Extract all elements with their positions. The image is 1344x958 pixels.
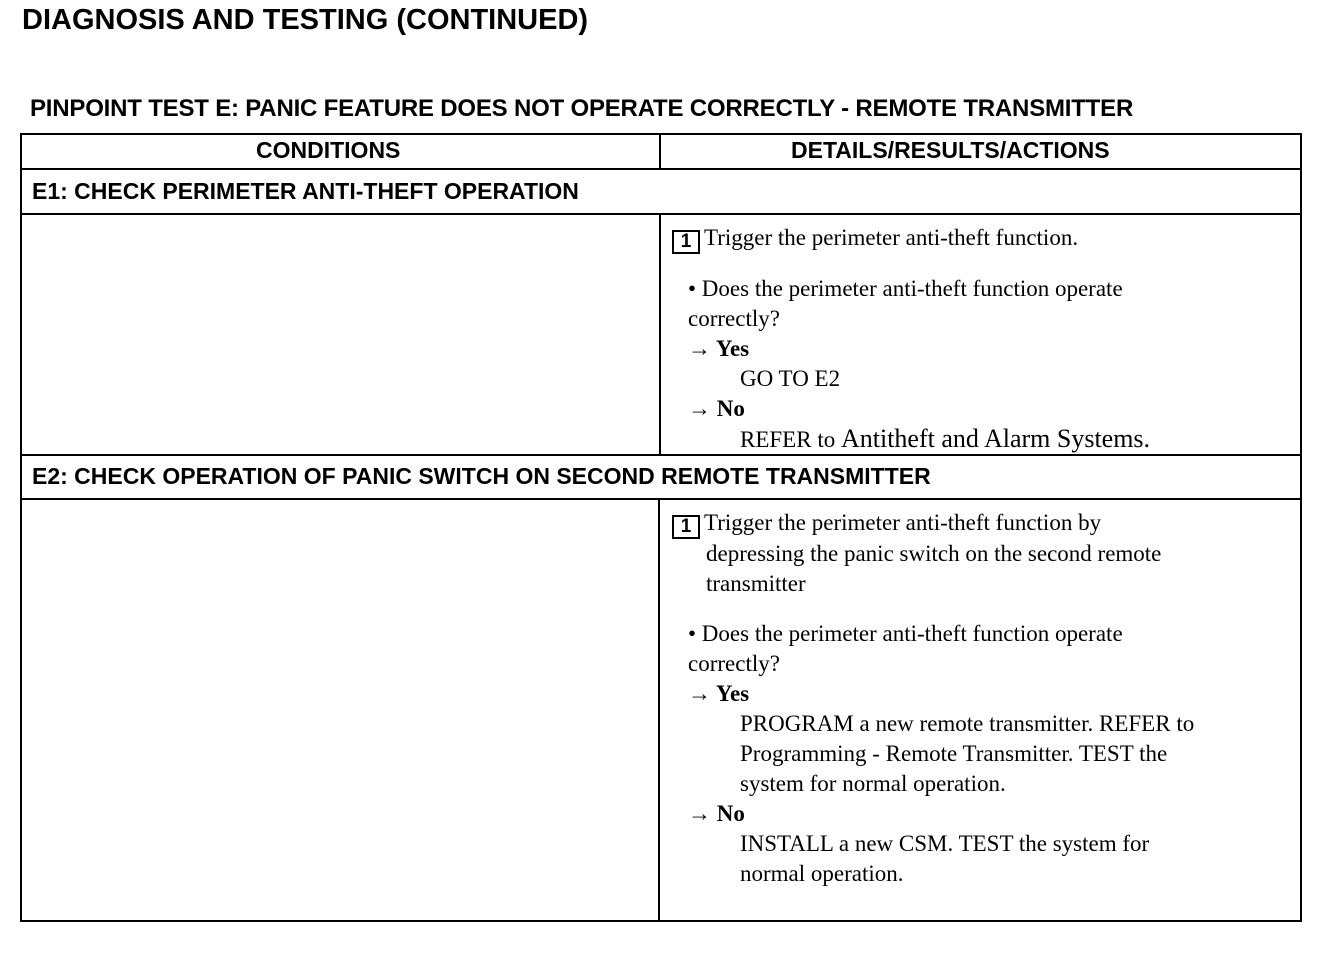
e2-step-instruction <box>672 508 1194 539</box>
e2-title-divider <box>20 498 1302 500</box>
e2-step-number-box: 1 <box>672 515 700 539</box>
e1-title-divider <box>20 213 1302 215</box>
e1-no-action <box>672 424 1150 455</box>
e2-step-line2: depressing the panic switch on the second remote <box>706 541 1162 566</box>
e2-step-title: E2: CHECK OPERATION OF PANIC SWITCH ON SECOND REMOTE TRANSMITTER <box>32 463 931 489</box>
conditions-column-header: CONDITIONS <box>256 137 401 163</box>
e2-details <box>672 508 1194 889</box>
e2-question-line1: • Does the perimeter anti-theft function operate <box>688 621 1123 646</box>
e2-step-line1: Trigger the perimeter anti-theft function by <box>704 510 1102 535</box>
e1-question-line2: correctly? <box>688 306 780 331</box>
e1-no-action-prefix: REFER to <box>740 427 836 452</box>
e2-no-label: → No <box>688 801 745 826</box>
e1-question-line1: • Does the perimeter anti-theft function operate <box>688 276 1123 301</box>
pinpoint-test-title: PINPOINT TEST E: PANIC FEATURE DOES NOT OPERATE CORRECTLY - REMOTE TRANSMITTER <box>30 95 1134 122</box>
e2-column-divider <box>658 498 660 922</box>
e2-step-line3: transmitter <box>706 571 806 596</box>
header-divider <box>20 168 1302 170</box>
e2-yes-line3: system for normal operation. <box>740 771 1006 796</box>
header-column-divider <box>659 133 661 170</box>
e1-step-number-box: 1 <box>672 230 700 254</box>
e2-no-line2: normal operation. <box>740 861 904 886</box>
e2-yes-label: → Yes <box>688 681 750 706</box>
e2-question-line2: correctly? <box>688 651 780 676</box>
details-column-header: DETAILS/RESULTS/ACTIONS <box>791 137 1110 163</box>
e1-column-divider <box>659 213 661 456</box>
e2-yes-line1: PROGRAM a new remote transmitter. REFER to <box>740 711 1195 736</box>
e1-yes-label: → Yes <box>688 336 750 361</box>
e1-step-instruction <box>672 223 1150 254</box>
e2-no-line1: INSTALL a new CSM. TEST the system for <box>740 831 1150 856</box>
e1-no-label: → No <box>688 396 745 421</box>
e1-yes-action <box>672 364 1150 394</box>
e1-yes-action-text: GO TO E2 <box>740 366 841 391</box>
e1-step-title: E1: CHECK PERIMETER ANTI-THEFT OPERATION <box>32 178 579 204</box>
e2-yes-line2: Programming - Remote Transmitter. TEST the <box>740 741 1168 766</box>
page-title: DIAGNOSIS AND TESTING (CONTINUED) <box>22 4 589 36</box>
e1-details <box>672 223 1150 455</box>
e1-step-text: Trigger the perimeter anti-theft function. <box>704 225 1079 250</box>
e1-no-action-reference: Antitheft and Alarm Systems. <box>840 424 1151 453</box>
